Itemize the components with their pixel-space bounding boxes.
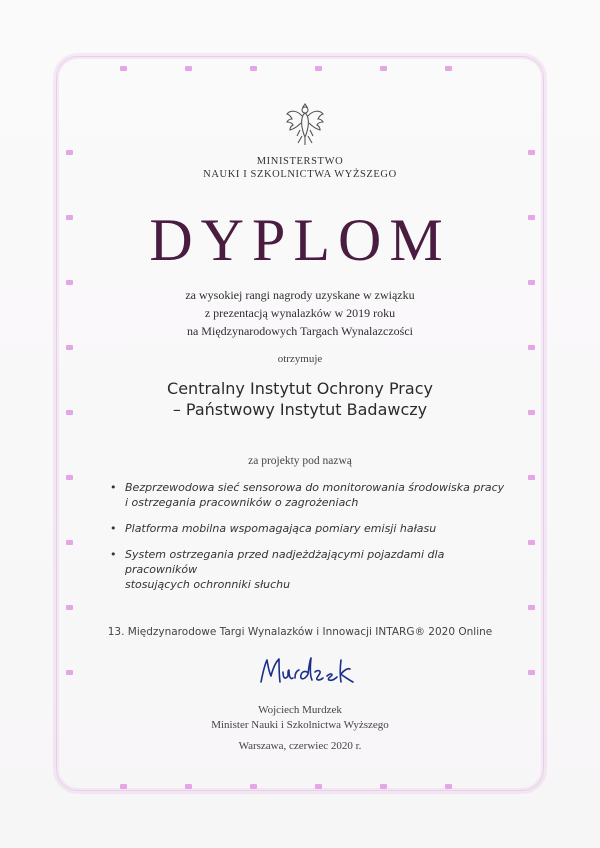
- bullet-icon: •: [110, 548, 117, 561]
- handwritten-signature: [255, 652, 360, 692]
- list-item: [110, 547, 510, 592]
- intro-line: z prezentacją wynalazków w 2019 roku: [204, 306, 396, 320]
- border-dot: [528, 605, 535, 610]
- bullet-icon: •: [110, 522, 117, 535]
- border-dot: [528, 150, 535, 155]
- recipient-name: [0, 378, 600, 420]
- signatory-block: [0, 703, 600, 733]
- project-line: System ostrzegania przed nadjeżdżającymi pojazdami dla pracowników: [125, 548, 445, 576]
- border-dot: [66, 150, 73, 155]
- border-dot: [528, 475, 535, 480]
- intro-line: na Międzynarodowych Targach Wynalazczości: [186, 324, 413, 338]
- event-name: 13. Międzynarodowe Targi Wynalazków i Innowacji INTARG® 2020 Online: [107, 626, 493, 638]
- list-item: [110, 521, 510, 536]
- projects-label: za projekty pod nazwą: [248, 455, 352, 467]
- border-dot: [66, 540, 73, 545]
- border-dot: [528, 280, 535, 285]
- border-dot: [66, 475, 73, 480]
- recipient-line: – Państwowy Instytut Badawczy: [172, 400, 428, 419]
- project-line: Platforma mobilna wspomagająca pomiary emisji hałasu: [125, 522, 437, 535]
- signatory-role: Minister Nauki i Szkolnictwa Wyższego: [211, 719, 389, 731]
- border-dot: [445, 784, 452, 789]
- projects-list: [110, 480, 510, 603]
- border-dot: [528, 540, 535, 545]
- border-dot: [315, 66, 322, 71]
- border-dot: [250, 66, 257, 71]
- signatory-name: Wojciech Murdzek: [258, 704, 342, 716]
- border-dot: [185, 66, 192, 71]
- project-line: i ostrzegania pracowników o zagrożeniach: [125, 496, 359, 509]
- project-line: Bezprzewodowa sieć sensorowa do monitorowania środowiska pracy: [125, 481, 505, 494]
- border-dot: [250, 784, 257, 789]
- ministry-name-line2: NAUKI I SZKOLNICTWA WYŻSZEGO: [203, 169, 397, 180]
- border-dot: [66, 670, 73, 675]
- border-dot: [120, 66, 127, 71]
- intro-line: za wysokiej rangi nagrody uzyskane w związku: [185, 288, 415, 302]
- intro-text: [0, 286, 600, 340]
- project-line: stosujących ochronniki słuchu: [125, 578, 291, 591]
- border-dot: [528, 670, 535, 675]
- diploma-title: DYPLOM: [149, 207, 451, 273]
- border-dot: [66, 605, 73, 610]
- ministry-name-line1: MINISTERSTWO: [256, 156, 344, 167]
- border-dot: [120, 784, 127, 789]
- border-dot: [66, 280, 73, 285]
- bullet-icon: •: [110, 481, 117, 494]
- recipient-line: Centralny Instytut Ochrony Pracy: [167, 379, 433, 398]
- border-dot: [380, 66, 387, 71]
- list-item: [110, 480, 510, 510]
- border-dot: [66, 345, 73, 350]
- border-dot: [380, 784, 387, 789]
- receives-label: otrzymuje: [277, 353, 323, 365]
- border-dot: [185, 784, 192, 789]
- border-dot: [528, 345, 535, 350]
- border-dot: [315, 784, 322, 789]
- place-date: Warszawa, czerwiec 2020 r.: [238, 740, 362, 752]
- border-dot: [445, 66, 452, 71]
- polish-eagle-emblem-icon: [284, 100, 326, 148]
